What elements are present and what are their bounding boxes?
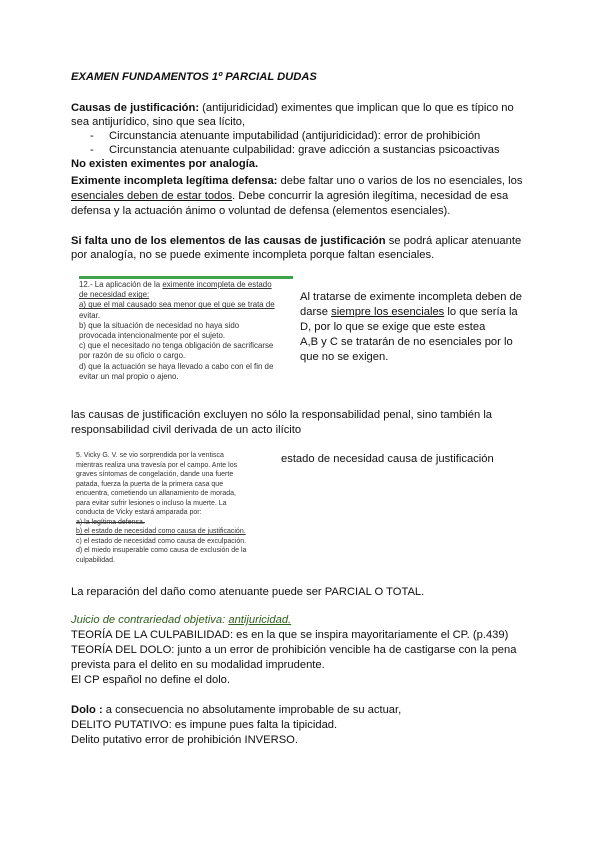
no-existen-line: No existen eximentes por analogía.	[71, 158, 259, 170]
causas-heading: Causas de justificación:	[71, 102, 200, 114]
bullet-text: Circunstancia atenuante culpabilidad: grave adicción a sustancias psicoactivas	[109, 144, 500, 156]
reparacion-line: La reparación del daño como atenuante puede ser PARCIAL O TOTAL.	[71, 586, 425, 598]
q5-option-c: c) el estado de necesidad como causa de exculpación.	[76, 537, 247, 545]
q5-line: mientras realiza una travesía por el campo. Ante los	[76, 461, 238, 469]
q5-line: conducta de Vicky estará amparada por:	[76, 509, 202, 516]
causas-excluyen-line-1: las causas de justificación excluyen no sólo la responsabilidad penal, sino también la	[71, 409, 493, 421]
question-5-scan	[76, 451, 279, 565]
q12-option-c: c) que el necesitado no tenga obligación de sacrificarse	[79, 341, 274, 351]
q5-line: 5. Vicky G. V. se vio sorprendida por la ventisca	[76, 452, 224, 459]
si-falta-line-2: por analogía, no se puede eximente incompleta porque faltan esenciales.	[71, 249, 435, 261]
side-note-line-5: que no se exigen.	[300, 351, 389, 363]
eximente-line-3: defensa y la actuación ánimo o voluntad de defensa (elementos esenciales).	[71, 205, 451, 217]
dolo-rest: a consecuencia no absolutamente improbable de su actuar,	[102, 704, 402, 716]
teoria-culpabilidad-line: TEORÍA DE LA CULPABILIDAD: es en la que se inspira mayoritariamente el CP. (p.439)	[71, 629, 509, 641]
juicio-underlined: antijuricidad.	[228, 614, 292, 626]
q5-answer-note: estado de necesidad causa de justificación	[281, 453, 494, 465]
dolo-line-3: Delito putativo error de prohibición INVERSO.	[71, 734, 298, 746]
side-note-text: darse	[300, 306, 332, 318]
q12-option-d: d) que la actuación se haya llevado a cabo con el fin de	[79, 361, 274, 371]
green-highlight-bar	[79, 276, 293, 279]
q5-line: encuentra, cometiendo un allanamiento de morada,	[76, 490, 236, 497]
q5-option-b: b) el estado de necesidad como causa de justificación.	[76, 528, 246, 535]
page-title: EXAMEN FUNDAMENTOS 1º PARCIAL DUDAS	[71, 71, 317, 83]
side-note-underlined: siempre los esenciales	[331, 306, 445, 318]
causas-bullet-2	[90, 143, 500, 157]
q12-line	[79, 280, 293, 290]
side-note-line-1: Al tratarse de eximente incompleta deben de	[300, 291, 523, 303]
q5-option-d-cont: culpabilidad.	[76, 556, 115, 564]
teoria-dolo-line-1: TEORÍA DEL DOLO: junto a un error de prohibición vencible ha de castigarse con la pena	[71, 644, 517, 656]
q5-line: patada, fuerza la puerta de la primera casa que	[76, 480, 224, 488]
eximente-line-2	[71, 189, 508, 203]
q12-option-b: b) que la situación de necesidad no haya sido	[79, 320, 240, 330]
causas-bullet-1	[90, 129, 480, 143]
q12-underlined: eximente incompleta de estado	[162, 280, 272, 289]
bullet-text: Circunstancia atenuante imputabilidad (antijuridicidad): error de prohibición	[109, 130, 481, 142]
si-falta-line-1	[71, 234, 521, 248]
juicio-line	[71, 613, 291, 627]
q12-text: 12.- La aplicación de la	[79, 280, 163, 289]
causas-line-1	[71, 101, 514, 115]
dolo-bold: Dolo :	[71, 704, 103, 716]
teoria-dolo-line-3: El CP español no define el dolo.	[71, 674, 231, 686]
causas-line-2: sea antijurídico, sino que sea lícito,	[71, 116, 246, 128]
question-12-scan	[79, 280, 293, 382]
dolo-line-1	[71, 703, 401, 717]
juicio-prefix: Juicio de contrariedad objetiva:	[71, 614, 229, 626]
si-falta-bold: Si falta uno de los elementos de las causas de justificación	[71, 235, 386, 247]
bullet-dash: -	[90, 144, 94, 156]
side-note-line-3: D, por lo que se exige que este estea	[300, 321, 486, 333]
q5-line: para evitar sufrir lesiones o incluso la muerte. La	[76, 499, 227, 507]
causas-line-1-text: (antijuridicidad) eximentes que implican que lo que es típico no	[199, 102, 514, 114]
eximente-line-1	[71, 174, 522, 188]
eximente-line-1-text: debe faltar uno o varios de los no esenciales, los	[277, 175, 523, 187]
q5-option-d: d) el miedo insuperable como causa de exclusión de la	[76, 547, 247, 554]
side-note-line-2	[300, 305, 518, 321]
eximente-line-2-text: . Debe concurrir la agresión ilegítima, necesidad de esa	[232, 190, 509, 202]
side-note-line-4: A,B y C se tratarán de no esenciales por lo	[300, 336, 513, 348]
si-falta-rest: se podrá aplicar atenuante	[385, 235, 522, 247]
q12-option-a: a) que el mal causado sea menor que el que se trata de	[79, 300, 275, 310]
side-note-text: lo que sería la	[444, 306, 518, 318]
dolo-line-2: DELITO PUTATIVO: es impune pues falta la tipicidad.	[71, 719, 338, 731]
eximente-underlined: esenciales deben de estar todos	[71, 190, 233, 202]
q12-option-d-cont: evitar un mal propio o ajeno.	[79, 371, 179, 381]
q12-option-b-cont: provocada intencionalmente por el sujeto.	[79, 331, 226, 341]
eximente-heading: Eximente incompleta legítima defensa:	[71, 175, 278, 187]
q12-option-c-cont: por razón de su oficio o cargo.	[79, 351, 186, 361]
q5-option-a: a) la legítima defensa.	[76, 518, 145, 526]
q12-option-a-cont: evitar.	[79, 310, 101, 320]
q5-line: graves síntomas de congelación, dande una fuerte	[76, 471, 234, 478]
bullet-dash: -	[90, 130, 94, 142]
teoria-dolo-line-2: prevista para el delito en su modalidad imprudente.	[71, 659, 325, 671]
q12-line: de necesidad exige:	[79, 290, 150, 300]
causas-excluyen-line-2: responsabilidad civil derivada de un acto ilícito	[71, 424, 302, 436]
